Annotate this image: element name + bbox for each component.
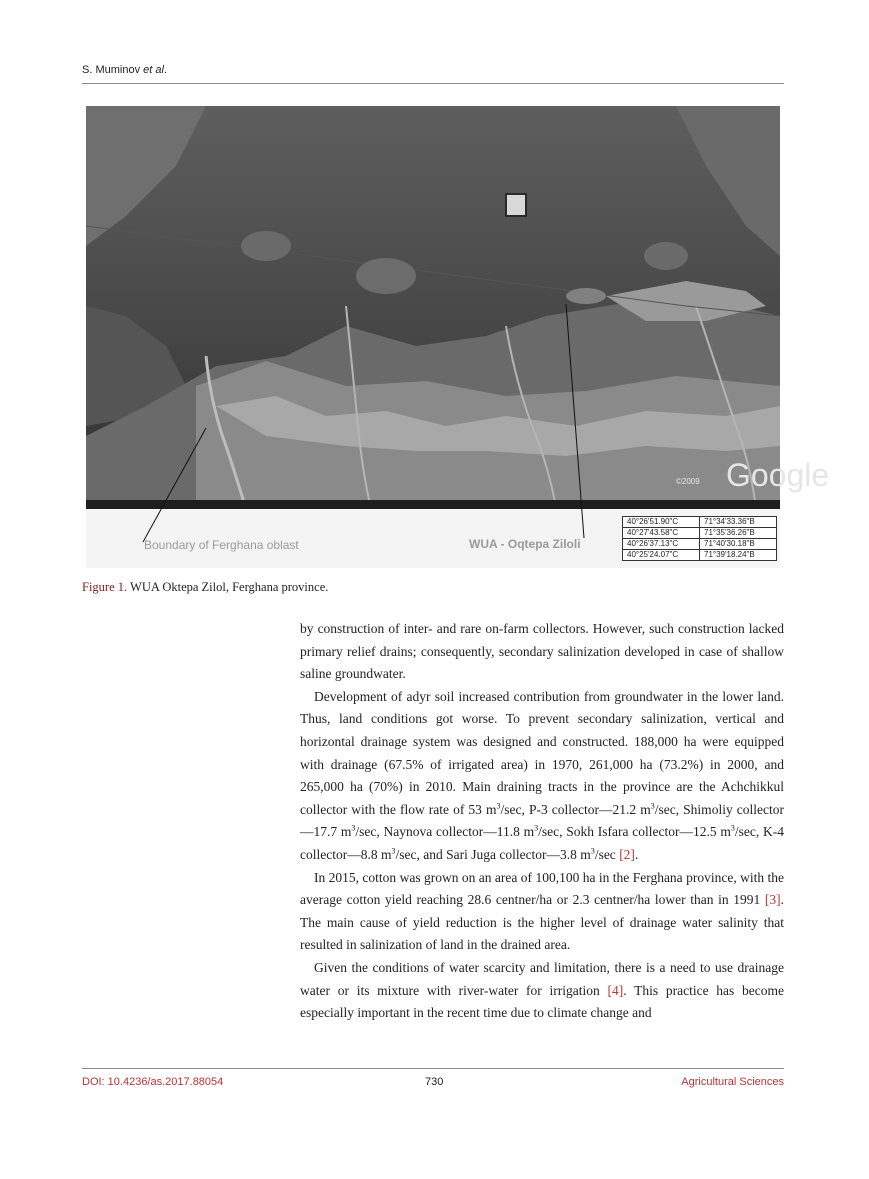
caption-figure-number: Figure 1.: [82, 580, 128, 594]
longitude-cell: 71°40'30.18"B: [700, 539, 777, 550]
page-number: 730: [425, 1076, 444, 1088]
paragraph-1: by construction of inter- and rare on-farm collectors. However, such construction lacked primary relief drains; consequently, secondary salinization developed in case of shallow saline groundwater.: [300, 621, 784, 682]
longitude-cell: 71°35'36.26"B: [700, 528, 777, 539]
running-header: [82, 64, 167, 76]
longitude-cell: 71°39'18.24"B: [700, 550, 777, 561]
google-year: ©2009: [676, 477, 700, 486]
coordinates-table: [622, 516, 777, 561]
paragraph-4: Given the conditions of water scarcity and limitation, there is a need to use drainage water or its mixture with river-water for irrigation [4]. This practice has become especially important in the recent time due to climate change and: [300, 959, 784, 1021]
header-rule: [82, 83, 784, 84]
header-authors: S. Muminov: [82, 64, 141, 76]
coordinates-row: [623, 539, 777, 550]
caption-text: WUA Oktepa Zilol, Ferghana province.: [127, 580, 329, 594]
citation-4[interactable]: [4]: [607, 982, 624, 998]
longitude-cell: 71°34'33.36"B: [700, 517, 777, 528]
coordinates-row: [623, 550, 777, 561]
figure-caption: [82, 580, 328, 595]
paragraph-2: Development of adyr soil increased contribution from groundwater in the lower land. Thus, land conditions got worse. To prevent secondary salinization, vertical and horizontal drainage system was designed and constructed. 188,000 ha were equipped with drainage (67.5% of irrigated area) in 1970, 261,000 ha (73.2%) in 2000, and 265,000 ha (70%) in 2010. Main draining tracts in the province are the Achchikkul collector with the flow rate of 53 $m^3/\sec$, P-3 collector—21.2 $m^3/\sec$, Shimoliy collector—17.7 $m^3/\sec$, Naynova collector—11.8 $m^3/\sec$, Sokh Isfara collector—12.5 $m^3/\sec$, K-4 collector—8.8 $m^3/\sec$, and Sari Juga collector—3.8 $m^3/\sec$ [2].: [300, 688, 784, 862]
figure-pointers: [86, 106, 780, 568]
latitude-cell: 40°26'37.13"C: [623, 539, 700, 550]
google-watermark: Google: [726, 457, 830, 493]
label-boundary-ferghana: Boundary of Ferghana oblast: [144, 538, 299, 552]
citation-2[interactable]: [2]: [619, 846, 635, 862]
figure-1: [86, 106, 830, 568]
footer-doi[interactable]: DOI: 10.4236/as.2017.88054: [82, 1076, 224, 1088]
footer-rule: [82, 1068, 784, 1069]
latitude-cell: 40°27'43.58"C: [623, 528, 700, 539]
latitude-cell: 40°26'51.90"C: [623, 517, 700, 528]
pointer-wua: [566, 304, 584, 538]
header-et-al: et al: [143, 64, 164, 76]
body-text: [300, 618, 784, 1025]
paragraph-3: In 2015, cotton was grown on an area of 100,100 ha in the Ferghana province, with the average cotton yield reaching 28.6 centner/ha or 2.3 centner/ha lower than in 1991 [3]. The main cause of yield reduction is the higher level of drainage water salinity that resulted in salinization of land in the drained area.: [300, 869, 784, 953]
citation-3[interactable]: [3]: [764, 892, 781, 908]
label-wua-oqtepa: WUA - Oqtepa Ziloli: [469, 537, 581, 551]
coordinates-row: [623, 517, 777, 528]
journal-name[interactable]: Agricultural Sciences: [681, 1076, 784, 1088]
coordinates-row: [623, 528, 777, 539]
pointer-boundary: [143, 428, 206, 542]
header-period: .: [163, 64, 167, 76]
latitude-cell: 40°25'24.07"C: [623, 550, 700, 561]
